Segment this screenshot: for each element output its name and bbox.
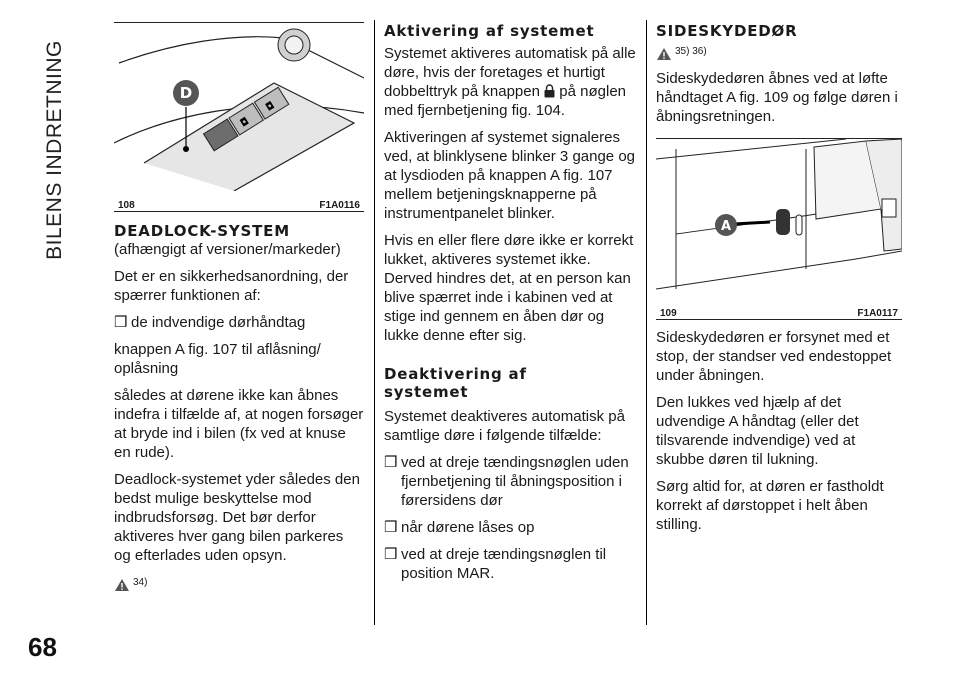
van-side-illustration xyxy=(656,139,902,299)
heading-deactivation: Deaktivering af systemet xyxy=(384,365,527,401)
figure-number: 109 xyxy=(660,307,677,319)
paragraph: Aktiveringen af systemet signaleres ved, at blinklysene blinker 3 gange og at lysdioden på knappen A fig. 107 mellem betjeningsknapperne på instrumentpanelet blinker. xyxy=(384,129,636,222)
paragraph: Hvis en eller flere døre ikke er korrekt lukket, aktiveres systemet ikke. Derved hindres det, at en person kan blive spærret inde i kabinen ved at stige ind gennem en åben dør og lukke denne efter sig. xyxy=(384,232,634,344)
checkbox-bullet-icon: ❒ xyxy=(114,314,128,331)
warning-reference: 34) xyxy=(114,573,364,592)
callout-letter: A xyxy=(720,219,732,234)
figure-caption xyxy=(656,304,902,320)
figure-number: 108 xyxy=(118,199,135,211)
figure-code: F1A0117 xyxy=(857,307,898,319)
page-number: 68 xyxy=(28,632,57,662)
column-sliding-door xyxy=(656,22,906,542)
heading-deadlock: DEADLOCK-SYSTEM xyxy=(114,222,290,240)
figure-code: F1A0116 xyxy=(319,199,360,211)
paragraph: Sideskydedøren åbnes ved at løfte håndtaget A fig. 109 og følge døren i åbningsretningen. xyxy=(656,70,898,125)
column-divider xyxy=(646,20,647,625)
warning-icon xyxy=(114,578,130,592)
door-handle xyxy=(776,209,790,235)
checkbox-bullet-icon: ❒ xyxy=(384,519,398,536)
checkbox-bullet-icon: ❒ xyxy=(384,546,398,563)
lock-icon xyxy=(544,84,555,98)
svg-text:◘: ◘ xyxy=(264,100,277,114)
paragraph: Sørg altid for, at døren er fastholdt korrekt af dørstoppet i helt åben stilling. xyxy=(656,478,884,533)
heading-activation: Aktivering af systemet xyxy=(384,22,595,40)
paragraph: Systemet deaktiveres automatisk på samtlige døre i følgende tilfælde: xyxy=(384,408,625,444)
heading-sliding-door: SIDESKYDEDØR xyxy=(656,22,798,40)
paragraph: Systemet aktiveres automatisk på alle døre, hvis der foretages et hurtigt dobbelttryk på knappen på nøglen med fjernbetjening fig. 104. xyxy=(384,45,636,119)
switch-panel-illustration xyxy=(114,23,364,191)
section-title-vertical xyxy=(20,30,90,270)
column-activation xyxy=(384,22,640,591)
list-item: ❒ ved at dreje tændingsnøglen uden fjernbetjening til åbningsposition i førersidens dør xyxy=(384,454,629,509)
paragraph: Det er en sikkerhedsanordning, der spærrer funktionen af: xyxy=(114,268,349,304)
list-item: ❒ når dørene låses op xyxy=(384,519,535,536)
checkbox-bullet-icon: ❒ xyxy=(384,454,398,471)
list-item: ❒ ved at dreje tændingsnøglen til position MAR. xyxy=(384,546,607,582)
section-title-text: BILENS INDRETNING xyxy=(43,40,66,260)
paragraph: Sideskydedøren er forsynet med et stop, der standser ved endestoppet under åbningen. xyxy=(656,329,892,384)
subtitle: (afhængigt af versioner/markeder) xyxy=(114,241,341,258)
figure-caption xyxy=(114,196,364,212)
column-divider xyxy=(374,20,375,625)
warning-icon xyxy=(656,47,672,61)
column-deadlock xyxy=(114,22,364,600)
paragraph: Den lukkes ved hjælp af det udvendige A håndtag (eller det tilsvarende indvendige) ved at skubbe døren til lukning. xyxy=(656,394,859,468)
svg-text:◘: ◘ xyxy=(238,116,252,130)
paragraph: således at dørene ikke kan åbnes indefra i tilfælde af, at nogen forsøger at bryde ind i bilen (fx ved at knuse en rude). xyxy=(114,387,364,461)
figure-108 xyxy=(114,22,364,212)
callout-letter: D xyxy=(179,84,193,102)
warning-reference: 35) 36) xyxy=(656,42,906,61)
list-item: ❒ de indvendige dørhåndtag xyxy=(114,314,306,331)
figure-109 xyxy=(656,138,902,320)
paragraph: Deadlock-systemet yder således den bedst mulige beskyttelse mod indbrudsforsøg. Det bør derfor aktiveres hver gang bilen parkeres og efterlades uden opsyn. xyxy=(114,471,360,564)
paragraph: knappen A fig. 107 til aflåsning/ oplåsning xyxy=(114,341,321,377)
